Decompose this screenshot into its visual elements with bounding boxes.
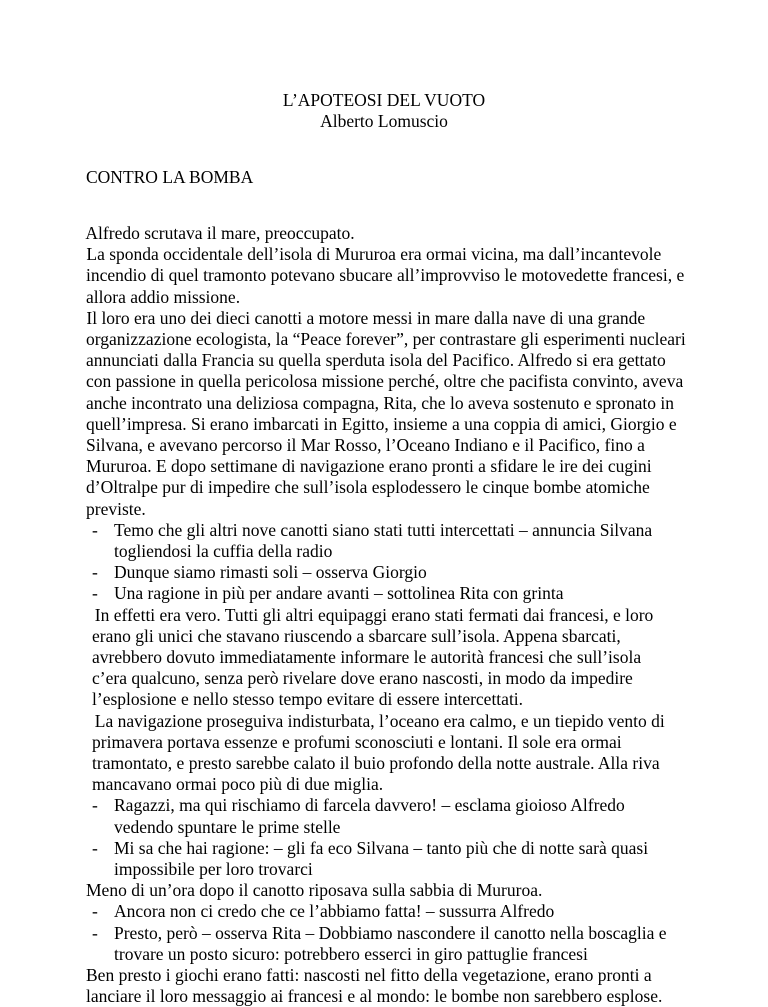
paragraph-line: incendio di quel tramonto potevano sbucare all’improvviso le motovedette francesi, e xyxy=(86,265,685,286)
paragraph-line: d’Oltralpe pur di impedire che sull’isola esplodessero le cinque bombe atomiche xyxy=(86,477,650,498)
dialogue-line: Ancora non ci credo che ce l’abbiamo fatta! – sussurra Alfredo xyxy=(114,901,555,922)
paragraph-line: con passione in quella pericolosa missione perché, oltre che pacifista convinto, aveva xyxy=(86,371,684,392)
document-title: L’APOTEOSI DEL VUOTO xyxy=(282,90,486,110)
dialogue-line: Temo che gli altri nove canotti siano stati tutti intercettati – annuncia Silvana xyxy=(114,519,653,540)
dialogue-line: Dunque siamo rimasti soli – osserva Giorgio xyxy=(114,562,427,583)
dialogue-line: Ragazzi, ma qui rischiamo di farcela davvero! – esclama gioioso Alfredo xyxy=(114,795,625,816)
paragraph-line: Ben presto i giochi erano fatti: nascosti nel fitto della vegetazione, erano pronti a xyxy=(86,965,652,985)
dialogue-dash: - xyxy=(92,795,98,816)
dialogue-line-continued: vedendo spuntare le prime stelle xyxy=(114,816,341,837)
dialogue-dash: - xyxy=(92,922,98,943)
paragraph-line: Mururoa. E dopo settimane di navigazione erano pronti a sfidare le ire dei cugini xyxy=(86,456,652,477)
paragraph-line: quell’impresa. Si erano imbarcati in Egitto, insieme a una coppia di amici, Giorgio e xyxy=(86,413,677,434)
paragraph-line: annunciati dalla Francia su quella sperduta isola del Pacifico. Alfredo si era gettato xyxy=(86,350,666,371)
dialogue-line: Mi sa che hai ragione: – gli fa eco Silvana – tanto più che di notte sarà quasi xyxy=(114,837,649,858)
paragraph-line: In effetti era vero. Tutti gli altri equipaggi erano stati fermati dai francesi, e loro xyxy=(86,604,654,625)
dialogue-line: Presto, però – osserva Rita – Dobbiamo nascondere il canotto nella boscaglia e xyxy=(114,922,667,943)
paragraph-line: c’era qualcuno, senza però rivelare dove erano nascosti, in modo da impedire xyxy=(92,668,633,689)
paragraph-line: Il loro era uno dei dieci canotti a motore messi in mare dalla nave di una grande xyxy=(82,307,646,328)
dialogue-line-continued: togliendosi la cuffia della radio xyxy=(114,541,333,561)
dialogue-line-continued: trovare un posto sicuro: potrebbero esserci in giro pattuglie francesi xyxy=(114,943,588,964)
section-heading: CONTRO LA BOMBA xyxy=(86,167,254,187)
dialogue-dash: - xyxy=(92,562,98,583)
paragraph-line: lanciare il loro messaggio ai francesi e al mondo: le bombe non sarebbero esplose. xyxy=(86,986,663,1007)
paragraph-line: primavera portava essenze e profumi sconosciuti e lontani. Il sole era ormai xyxy=(92,731,622,752)
paragraph-line: Silvana, e avevano percorso il Mar Rosso, l’Oceano Indiano e il Pacifico, fino a xyxy=(86,435,645,455)
paragraph-line: l’esplosione e nello stesso tempo evitare di essere intercettati. xyxy=(92,689,524,710)
paragraph-line: previste. xyxy=(86,498,146,519)
dialogue-line: Una ragione in più per andare avanti – sottolinea Rita con grinta xyxy=(114,583,564,604)
paragraph-line: Alfredo scrutava il mare, preoccupato. xyxy=(82,223,355,243)
dialogue-line-continued: impossibile per loro trovarci xyxy=(114,859,313,879)
dialogue-dash: - xyxy=(92,901,98,922)
paragraph-line: anche incontrato una deliziosa compagna, Rita, che lo aveva sostenuto e spronato in xyxy=(86,392,675,413)
paragraph-line: allora addio missione. xyxy=(86,286,241,307)
dialogue-dash: - xyxy=(92,583,98,604)
paragraph-line: erano gli unici che stavano riuscendo a sbarcare sull’isola. Appena sbarcati, xyxy=(92,625,621,646)
paragraph-line: avrebbero dovuto immediatamente informare le autorità francesi che sull’isola xyxy=(92,647,642,667)
paragraph-line: La sponda occidentale dell’isola di Mururoa era ormai vicina, ma dall’incantevole xyxy=(82,244,662,265)
dialogue-dash: - xyxy=(92,837,98,858)
paragraph-line: Meno di un’ora dopo il canotto riposava sulla sabbia di Mururoa. xyxy=(86,880,543,901)
paragraph-line: tramontato, e presto sarebbe calato il buio profondo della notte australe. Alla riva xyxy=(92,753,660,773)
paragraph-line: organizzazione ecologista, la “Peace forever”, per contrastare gli esperimenti nucleari xyxy=(86,329,686,349)
dialogue-dash: - xyxy=(92,519,98,540)
paragraph-line: mancavano ormai poco più di due miglia. xyxy=(92,774,384,795)
document-author: Alberto Lomuscio xyxy=(320,111,448,131)
paragraph-line: La navigazione proseguiva indisturbata, l’oceano era calmo, e un tiepido vento di xyxy=(86,710,665,731)
